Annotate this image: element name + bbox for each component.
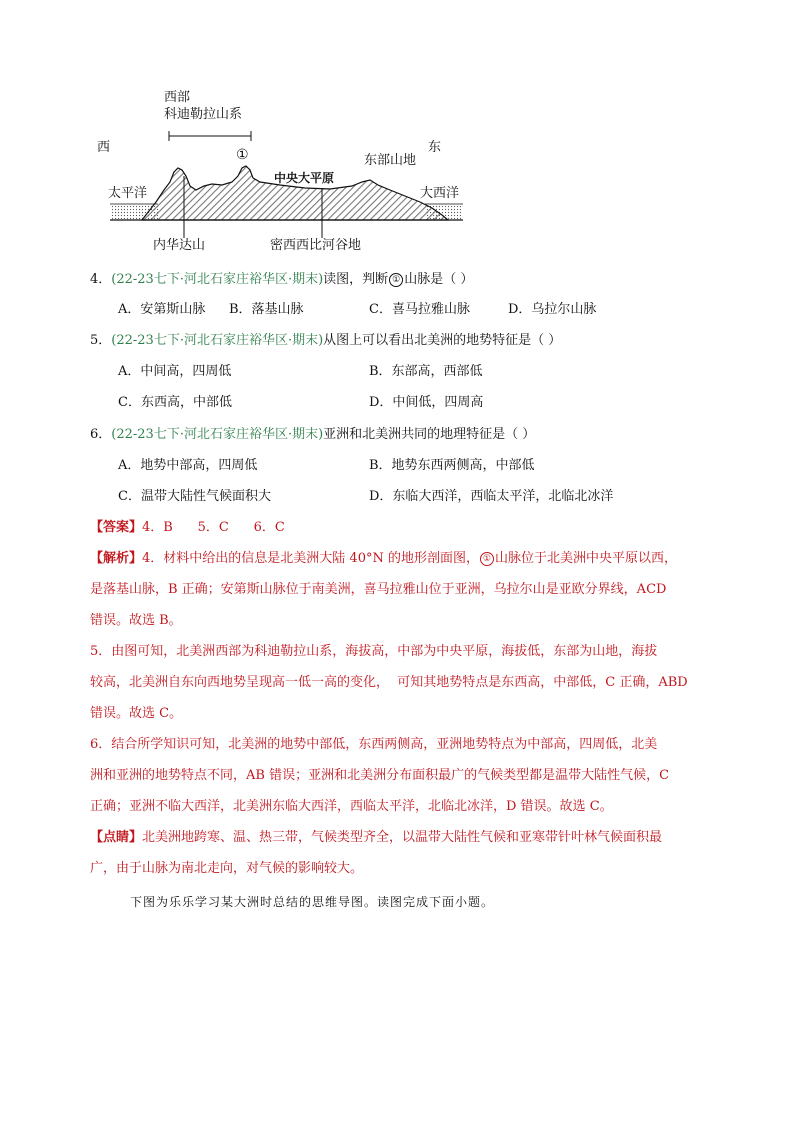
q5-option-c: C．东西高，中部低: [118, 395, 232, 410]
q6-option-a: A．地势中部高，四周低: [118, 458, 258, 473]
analysis-text: 山脉位于北美洲中央平原以西，: [494, 551, 677, 566]
next-section-intro: 下图为乐乐学习某大洲时总结的思维导图。读图完成下面小题。: [130, 895, 495, 909]
question-number: 5．: [90, 333, 112, 348]
comment-text: 北美洲地跨寒、温、热三带，气候类型齐全，以温带大陆性气候和亚寒带针叶林气候面积最: [142, 830, 663, 845]
pacific-label: 太平洋: [108, 186, 148, 201]
analysis-line: 较高，北美洲自东向西地势呈现高一低一高的变化， 可知其地势特点是东西高，中部低，C 正确，ABD: [90, 675, 688, 690]
q4-option-b: B．落基山脉: [229, 302, 304, 317]
q5-option-b: B．东部高，西部低: [369, 364, 483, 379]
west-label: 西: [97, 140, 111, 155]
marker-1-label: ①: [236, 147, 249, 163]
analysis-line: 正确；亚洲不临大西洋，北美洲东临大西洋，西临太平洋，北临北冰洋，D 错误。故选 C。: [90, 799, 613, 814]
question-4: [90, 270, 473, 290]
question-source: (22-23七下·河北石家庄裕华区·期末): [111, 272, 324, 287]
question-stem: 亚洲和北美洲共同的地理特征是（ ）: [323, 427, 536, 442]
terrain-profile-figure: [90, 82, 480, 260]
question-number: 6．: [90, 427, 112, 442]
cordillera-label-line1: 西部: [164, 90, 191, 105]
analysis-line: 6．结合所学知识可知，北美洲的地势中部低，东西两侧高，亚洲地势特点为中部高，四周低，北美: [90, 737, 658, 752]
analysis-line: 错误。故选 B。: [90, 613, 182, 628]
q5-option-d: D．中间低，四周高: [369, 395, 484, 410]
q4-option-c: C．喜马拉雅山脉: [369, 302, 470, 317]
answer-tag: 【答案】: [90, 520, 143, 535]
central-plain-label: 中央大平原: [274, 171, 335, 185]
comment-tag: 【点睛】: [90, 830, 143, 845]
question-source: (22-23七下·河北石家庄裕华区·期末): [111, 333, 324, 348]
cordillera-label-line2: 科迪勒拉山系: [164, 107, 243, 122]
q6-option-b: B．地势东西两侧高，中部低: [369, 458, 535, 473]
q5-option-a: A．中间高，四周低: [118, 364, 232, 379]
question-source: (22-23七下·河北石家庄裕华区·期末): [111, 427, 324, 442]
answer-text: 4．B 5．C 6．C: [142, 520, 285, 535]
q6-option-c: C．温带大陆性气候面积大: [118, 489, 271, 504]
question-number: 4．: [90, 272, 112, 287]
atlantic-label: 大西洋: [420, 186, 460, 201]
analysis-line: 错误。故选 C。: [90, 706, 183, 721]
mississippi-label: 密西西比河谷地: [270, 238, 362, 253]
analysis-text: 4．材料中给出的信息是北美洲大陆 40°N 的地形剖面图，: [142, 551, 479, 566]
analysis-line: 洲和亚洲的地势特点不同，AB 错误；亚洲和北美洲分布面积最广的气候类型都是温带大陆性气候，C: [90, 768, 670, 783]
question-stem-part2: 山脉是（ ）: [404, 272, 474, 287]
analysis-line: 是落基山脉，B 正确；安第斯山脉位于南美洲，喜马拉雅山位于亚洲，乌拉尔山是亚欧分界线，ACD: [90, 582, 667, 597]
answer-line: [90, 518, 285, 538]
marker-1-inline: ①: [389, 273, 403, 287]
east-mountains-label: 东部山地: [364, 153, 417, 168]
question-stem-part1: 读图，判断: [323, 272, 389, 287]
q6-option-d: D．东临大西洋，西临太平洋，北临北冰洋: [369, 489, 614, 504]
q4-option-d: D．乌拉尔山脉: [508, 302, 597, 317]
east-label: 东: [428, 140, 442, 155]
question-6: [90, 425, 535, 445]
analysis-line: [90, 543, 715, 574]
analysis-block: [90, 543, 715, 884]
comment-line: 广，由于山脉为南北走向，对气候的影响较大。: [90, 861, 364, 876]
nevada-label: 内华达山: [153, 238, 206, 253]
analysis-tag: 【解析】: [90, 551, 143, 566]
question-stem: 从图上可以看出北美洲的地势特征是（ ）: [323, 333, 562, 348]
q4-option-a: A．安第斯山脉: [118, 302, 206, 317]
comment-line: [90, 822, 715, 853]
analysis-line: 5．由图可知，北美洲西部为科迪勒拉山系，海拔高，中部为中央平原，海拔低，东部为山地，海拔: [90, 644, 658, 659]
question-5: [90, 331, 561, 351]
marker-1-inline: ①: [480, 552, 494, 566]
